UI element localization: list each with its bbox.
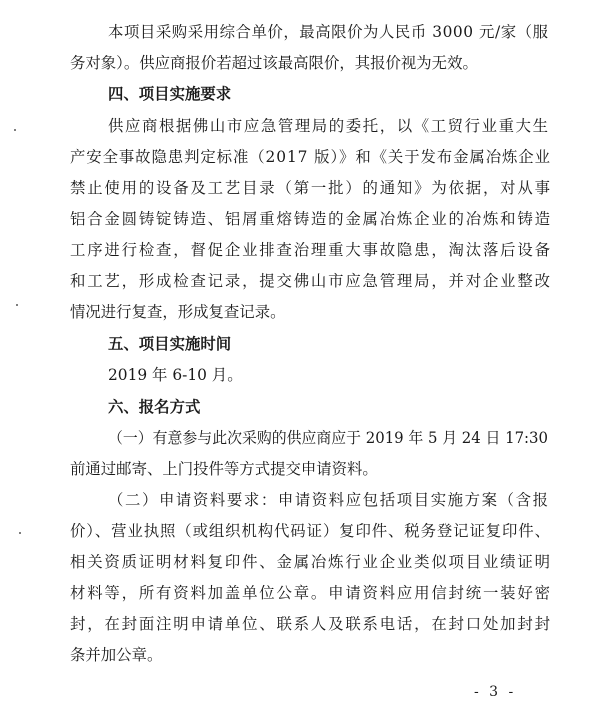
scan-speck (19, 532, 21, 534)
text-line: 封，在封面注明申请单位、联系人及联系电话，在封口处加封封 (70, 615, 552, 633)
text-line: 前通过邮寄、上门投件等方式提交申请资料。 (70, 460, 378, 478)
text-line: 供应商根据佛山市应急管理局的委托，以《工贸行业重大生 (108, 117, 550, 135)
text-line: 2019 年 6-10 月。 (108, 366, 243, 384)
text-line: 工序进行检查，督促企业排查治理重大事故隐患，淘汰落后设备 (70, 241, 552, 259)
text-line: 本项目采购采用综合单价，最高限价为人民币 3000 元/家（服 (108, 23, 549, 41)
section-heading: 四、项目实施要求 (108, 85, 232, 103)
text-line: 情况进行复查，形成复查记录。 (70, 303, 286, 321)
section-heading: 五、项目实施时间 (108, 335, 232, 353)
page-number: - 3 - (474, 684, 517, 700)
scan-speck (14, 129, 16, 131)
text-line: （二）申请资料要求：申请资料应包括项目实施方案（含报 (108, 491, 550, 509)
text-line: 禁止使用的设备及工艺目录（第一批）的通知》为依据，对从事 (70, 179, 552, 197)
text-line: 产安全事故隐患判定标准（2017 版）》和《关于发布金属冶炼企业 (70, 148, 551, 166)
text-line: 价）、营业执照（或组织机构代码证）复印件、税务登记证复印件、 (70, 522, 551, 540)
text-line: 铝合金圆铸锭铸造、铝屑重熔铸造的金属冶炼企业的冶炼和铸造 (70, 210, 552, 228)
scan-speck (16, 304, 18, 306)
text-line: 和工艺，形成检查记录，提交佛山市应急管理局，并对企业整改 (70, 272, 552, 290)
text-line: 材料等，所有资料加盖单位公章。申请资料应用信封统一装好密 (70, 584, 552, 602)
text-line: 条并加公章。 (70, 646, 163, 664)
text-line: （一）有意参与此次采购的供应商应于 2019 年 5 月 24 日 17:30 (108, 429, 548, 447)
text-line: 相关资质证明材料复印件、金属冶炼行业企业类似项目业绩证明 (70, 553, 552, 571)
section-heading: 六、报名方式 (108, 398, 201, 416)
text-line: 务对象）。供应商报价若超过该最高限价，其报价视为无效。 (70, 54, 478, 72)
